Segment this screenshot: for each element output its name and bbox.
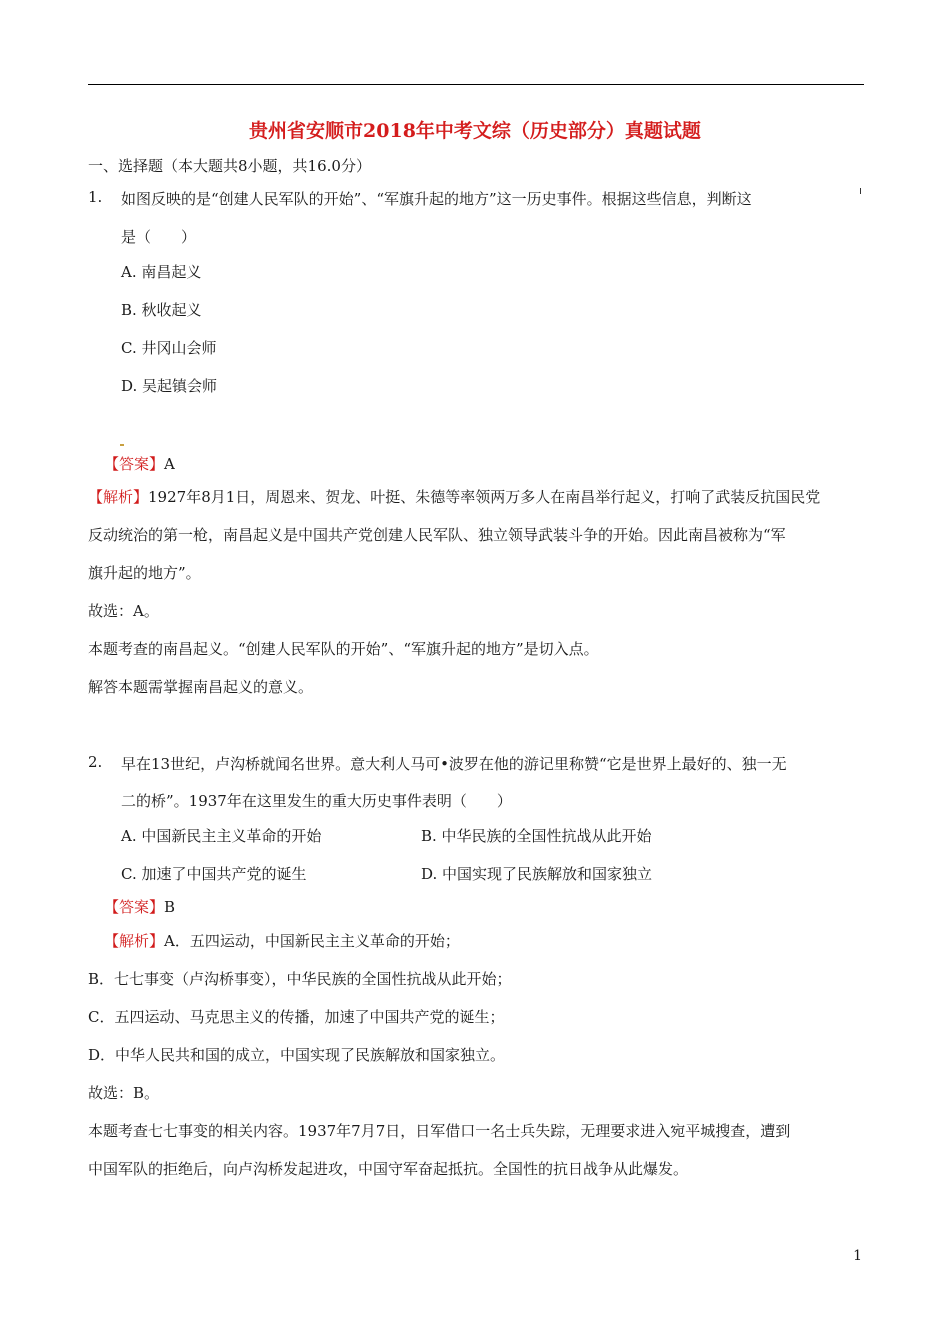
question-1-choice: 故选：A。 [88, 602, 159, 620]
question-1-analysis-line-3: 旗升起的地方”。 [88, 564, 201, 582]
question-2-stem-line-2: 二的桥”。1937年在这里发生的重大历史事件表明（ ） [121, 792, 512, 810]
answer-value: A [164, 455, 175, 473]
question-1-analysis-line-2: 反动统治的第一枪，南昌起义是中国共产党创建人民军队、独立领导武装斗争的开始。因此南昌被称为“军 [88, 526, 786, 544]
page-number: 1 [853, 1248, 862, 1264]
question-2-note-line-1: 本题考查七七事变的相关内容。1937年7月7日，日军借口一名士兵失踪，无理要求进入宛平城搜查，遭到 [88, 1122, 791, 1140]
question-1-note: 本题考查的南昌起义。“创建人民军队的开始”、“军旗升起的地方”是切入点。 [88, 640, 599, 658]
section-heading: 一、选择题（本大题共8小题，共16.0分） [88, 157, 371, 175]
question-2-note-line-2: 中国军队的拒绝后，向卢沟桥发起进攻，中国守军奋起抵抗。全国性的抗日战争从此爆发。 [88, 1160, 689, 1178]
question-2-analysis-line-1 [104, 930, 460, 951]
margin-mark [860, 188, 861, 194]
question-1-option-c: C. 井冈山会师 [121, 339, 217, 357]
question-1-option-a: A. 南昌起义 [121, 263, 202, 281]
analysis-text: 1927年8月1日，周恩来、贺龙、叶挺、朱德等率领两万多人在南昌举行起义，打响了武装反抗国民党 [148, 488, 821, 506]
question-2-option-c: C. 加速了中国共产党的诞生 [121, 865, 307, 883]
analysis-label: 【解析】 [88, 488, 149, 506]
question-1-stem-line-1: 如图反映的是“创建人民军队的开始”、“军旗升起的地方”这一历史事件。根据这些信息，判断这 [121, 190, 752, 208]
question-2-analysis-line-2: B．七七事变（卢沟桥事变），中华民族的全国性抗战从此开始； [88, 970, 512, 988]
analysis-label: 【解析】 [104, 932, 165, 950]
question-1-option-b: B. 秋收起义 [121, 301, 202, 319]
analysis-text: A．五四运动，中国新民主主义革命的开始； [164, 932, 460, 950]
question-1-tip: 解答本题需掌握南昌起义的意义。 [88, 678, 314, 696]
answer-value: B [164, 898, 176, 916]
question-2-analysis-line-3: C．五四运动、马克思主义的传播，加速了中国共产党的诞生； [88, 1008, 505, 1026]
answer-label: 【答案】 [104, 898, 165, 916]
question-1-option-d: D. 吴起镇会师 [121, 377, 218, 395]
question-2-option-a: A. 中国新民主主义革命的开始 [121, 827, 322, 845]
question-2-option-d: D. 中国实现了民族解放和国家独立 [421, 865, 653, 883]
question-2-option-b: B. 中华民族的全国性抗战从此开始 [421, 827, 652, 845]
question-2-analysis-line-4: D．中华人民共和国的成立，中国实现了民族解放和国家独立。 [88, 1046, 506, 1064]
question-1-number: 1. [88, 188, 103, 206]
decorative-dot [120, 444, 124, 446]
answer-label: 【答案】 [104, 455, 165, 473]
question-1-answer [104, 453, 175, 474]
question-2-stem-line-1: 早在13世纪，卢沟桥就闻名世界。意大利人马可•波罗在他的游记里称赞“它是世界上最好的、独一无 [121, 755, 787, 773]
question-2-number: 2. [88, 753, 103, 771]
question-1-analysis-line-1 [88, 486, 820, 507]
question-2-choice: 故选：B。 [88, 1084, 160, 1102]
header-rule [88, 84, 864, 85]
document-title: 贵州省安顺市2018年中考文综（历史部分）真题试题 [249, 120, 701, 142]
question-1-stem-line-2: 是（ ） [121, 228, 197, 246]
question-2-answer [104, 896, 175, 917]
